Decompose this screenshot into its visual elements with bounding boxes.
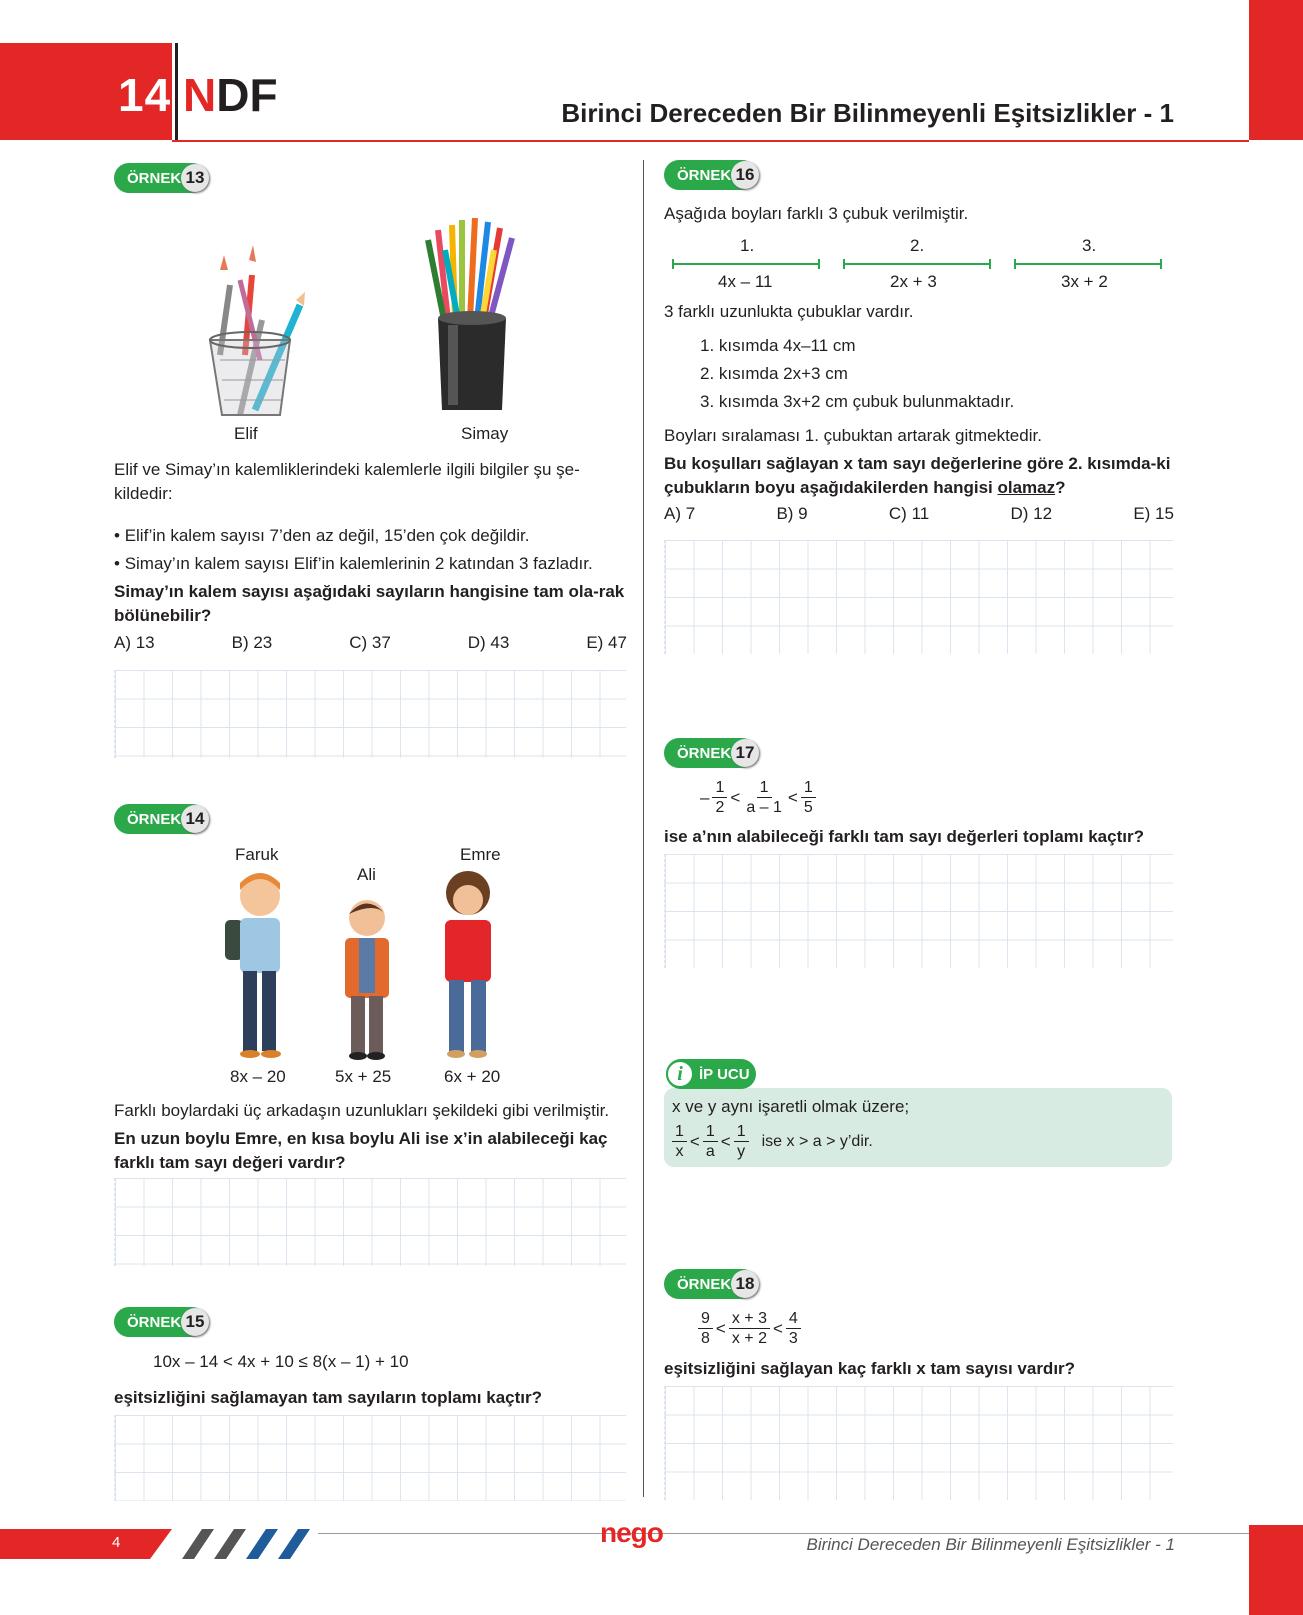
example-badge-16 [664,160,757,190]
badge-number: 16 [731,161,759,189]
denominator: x [675,1143,684,1160]
ex13-question: Simay’ın kalem sayısı aşağıdaki sayıların hangisine tam ola-rak bölünebilir? [114,582,625,625]
less-than: < [772,1318,783,1338]
option-b[interactable]: B) 23 [231,633,273,652]
person-name-emre: Emre [460,845,501,864]
stick-1-label: 1. [740,236,755,255]
ex13-work-grid [114,670,626,758]
cup-label-simay: Simay [461,424,509,443]
fraction-1 [712,778,727,817]
ex16-line1: 3 farklı uzunlukta çubuklar vardır. [664,302,914,321]
ex15-question: eşitsizliğini sağlamayan tam sayıların toplamı kaçtır? [114,1388,542,1407]
ex16-item-1: 1. kısımda 4x–11 cm [700,336,856,355]
numerator: 1 [672,1122,687,1142]
ex13-bullet-1: • Elif’in kalem sayısı 7’den az değil, 15’den çok değildir. [114,526,530,545]
example-badge-13 [114,163,207,193]
fraction-4-over-3 [786,1309,801,1348]
ex16-question [664,452,1174,500]
pencil-cups-illustration [200,210,560,435]
ex14-work-grid [114,1178,626,1266]
bullet-text: Elif’in kalem sayısı 7’den az değil, 15’den çok değildir. [124,526,530,545]
denominator: x + 2 [731,1330,767,1347]
ex14-intro: Farklı boylardaki üç arkadaşın uzunlukları şekildeki gibi verilmiştir. [114,1101,610,1120]
question-mark: ? [1055,478,1066,497]
stick-2 [843,263,991,265]
denominator: y [737,1143,746,1160]
footer-rule [318,1533,1258,1534]
footer-page-number: 4 [112,1534,121,1551]
fraction-2 [743,778,785,817]
option-a[interactable]: A) 7 [664,504,696,523]
denominator: 8 [701,1330,710,1347]
ex16-intro: Aşağıda boyları farklı 3 çubuk verilmiştir. [664,204,969,223]
stick-1-length: 4x – 11 [718,272,773,291]
example-badge-18 [664,1269,757,1299]
stick-3-length: 3x + 2 [1061,272,1108,291]
badge-number: 14 [181,805,209,833]
minus-sign: – [700,787,710,807]
header-page-number: 14 [118,69,172,121]
option-b[interactable]: B) 9 [776,504,808,523]
example-badge-17 [664,738,757,768]
ex16-options [664,504,1174,524]
height-faruk: 8x – 20 [230,1067,286,1086]
header-rule [172,140,1249,142]
numerator: 1 [757,778,772,798]
badge-label: ÖRNEK [677,166,732,184]
ex14-question: En uzun boylu Emre, en kısa boylu Ali ise x’in alabileceği kaç farklı tam sayı değeri vardır? [114,1129,608,1172]
ex15-inequality: 10x – 14 < 4x + 10 ≤ 8(x – 1) + 10 [153,1352,409,1371]
option-d[interactable]: D) 12 [1010,504,1053,523]
denominator: 5 [803,799,813,816]
denominator: a [705,1143,715,1160]
numerator: 9 [698,1309,713,1329]
ex17-work-grid [664,854,1173,968]
bullet-text: Simay’ın kalem sayısı Elif’in kalemlerinin 2 katından 3 fazladır. [124,554,593,573]
ex16-line2: Boyları sıralaması 1. çubuktan artarak gitmektedir. [664,426,1042,445]
ex18-inequality [698,1309,801,1348]
badge-label: ÖRNEK [127,810,182,828]
example-badge-14 [114,804,207,834]
header-red-corner [1249,0,1303,140]
denominator: 2 [715,799,725,816]
question-underlined: olamaz [997,478,1056,497]
height-ali: 5x + 25 [335,1067,392,1086]
fraction-middle [729,1309,770,1348]
page-title: Birinci Dereceden Bir Bilinmeyenli Eşitsizlikler - 1 [561,98,1174,128]
stick-3 [1014,263,1162,265]
option-e[interactable]: E) 15 [1133,504,1174,523]
info-icon: i [666,1060,694,1088]
simay-cup-image [428,218,512,410]
footer-red-corner [1249,1525,1303,1615]
tip-result: ise x > a > y’dir. [761,1132,873,1150]
option-a[interactable]: A) 13 [114,633,155,652]
ex17-question: ise a’nın alabileceği farklı tam sayı değerleri toplamı kaçtır? [664,827,1144,846]
publisher-logo: nego [600,1517,663,1548]
person-name-faruk: Faruk [235,845,279,864]
badge-number: 13 [181,164,209,192]
tip-inequality [672,1122,873,1161]
emre-figure [445,871,491,1058]
badge-label: ÖRNEK [677,1275,732,1293]
footer-red-block [0,1529,150,1559]
ex18-question: eşitsizliğini sağlayan kaç farklı x tam sayısı vardır? [664,1359,1076,1378]
ex16-item-3: 3. kısımda 3x+2 cm çubuk bulunmaktadır. [700,392,1015,411]
less-than: < [689,1131,700,1151]
footer-title: Birinci Dereceden Bir Bilinmeyenli Eşitsizlikler - 1 [806,1535,1175,1554]
column-divider [643,160,644,1497]
badge-number: 18 [731,1270,759,1298]
fraction-9-over-8 [698,1309,713,1348]
fraction-1-over-x [672,1122,687,1161]
less-than: < [715,1318,726,1338]
stick-2-label: 2. [910,236,925,255]
footer-stripes [150,1529,320,1559]
example-badge-15 [114,1307,207,1337]
stick-2-length: 2x + 3 [890,272,937,291]
denominator: a – 1 [746,799,782,816]
brand-rest: DF [216,69,278,121]
ex16-work-grid [664,540,1173,654]
badge-label: ÖRNEK [677,744,732,762]
less-than: < [720,1131,731,1151]
ex13-options [114,633,627,653]
badge-label: ÖRNEK [127,169,182,187]
ex13-intro: Elif ve Simay’ın kalemliklerindeki kalemlerle ilgili bilgiler şu şe-kildedir: [114,460,580,503]
option-c[interactable]: C) 11 [888,504,930,523]
denominator: 3 [788,1330,798,1347]
ex16-item-2: 2. kısımda 2x+3 cm [700,364,848,383]
fraction-1-over-y [734,1122,749,1161]
badge-number: 15 [181,1308,209,1336]
badge-number: 17 [731,739,759,767]
less-than: < [787,787,798,807]
cup-label-elif: Elif [234,424,258,443]
numerator: 4 [786,1309,801,1329]
ex13-bullet-2: • Simay’ın kalem sayısı Elif’in kalemlerinin 2 katından 3 fazladır. [114,554,593,573]
numerator: 1 [703,1122,718,1142]
elif-cup-image [210,245,305,415]
stick-3-label: 3. [1082,236,1097,255]
ex17-inequality [700,778,816,817]
person-name-ali: Ali [357,865,376,884]
numerator: 1 [712,778,727,798]
ex15-work-grid [114,1415,626,1501]
fraction-1-over-a [703,1122,718,1161]
stick-1 [672,263,820,265]
option-e[interactable]: E) 47 [586,633,627,652]
tip-line1: x ve y aynı işaretli olmak üzere; [672,1097,910,1116]
brand-n: N [183,69,217,121]
question-text: Bu koşulları sağlayan x tam sayı değerlerine göre 2. kısımda-ki çubukların boyu aşağıdakilerden hangisi [664,454,1171,497]
header-divider [175,43,178,140]
people-illustration [215,868,515,1068]
header-brand [183,68,278,122]
numerator: x + 3 [729,1309,770,1329]
option-c[interactable]: C) 37 [349,633,391,652]
fraction-3 [801,778,816,817]
ex18-work-grid [664,1386,1173,1500]
badge-label: ÖRNEK [127,1313,182,1331]
faruk-figure [225,873,281,1058]
less-than: < [730,787,741,807]
numerator: 1 [734,1122,749,1142]
height-emre: 6x + 20 [444,1067,501,1086]
tip-label: İP UCU [699,1065,750,1083]
option-d[interactable]: D) 43 [467,633,510,652]
ali-figure [345,900,389,1060]
numerator: 1 [801,778,816,798]
